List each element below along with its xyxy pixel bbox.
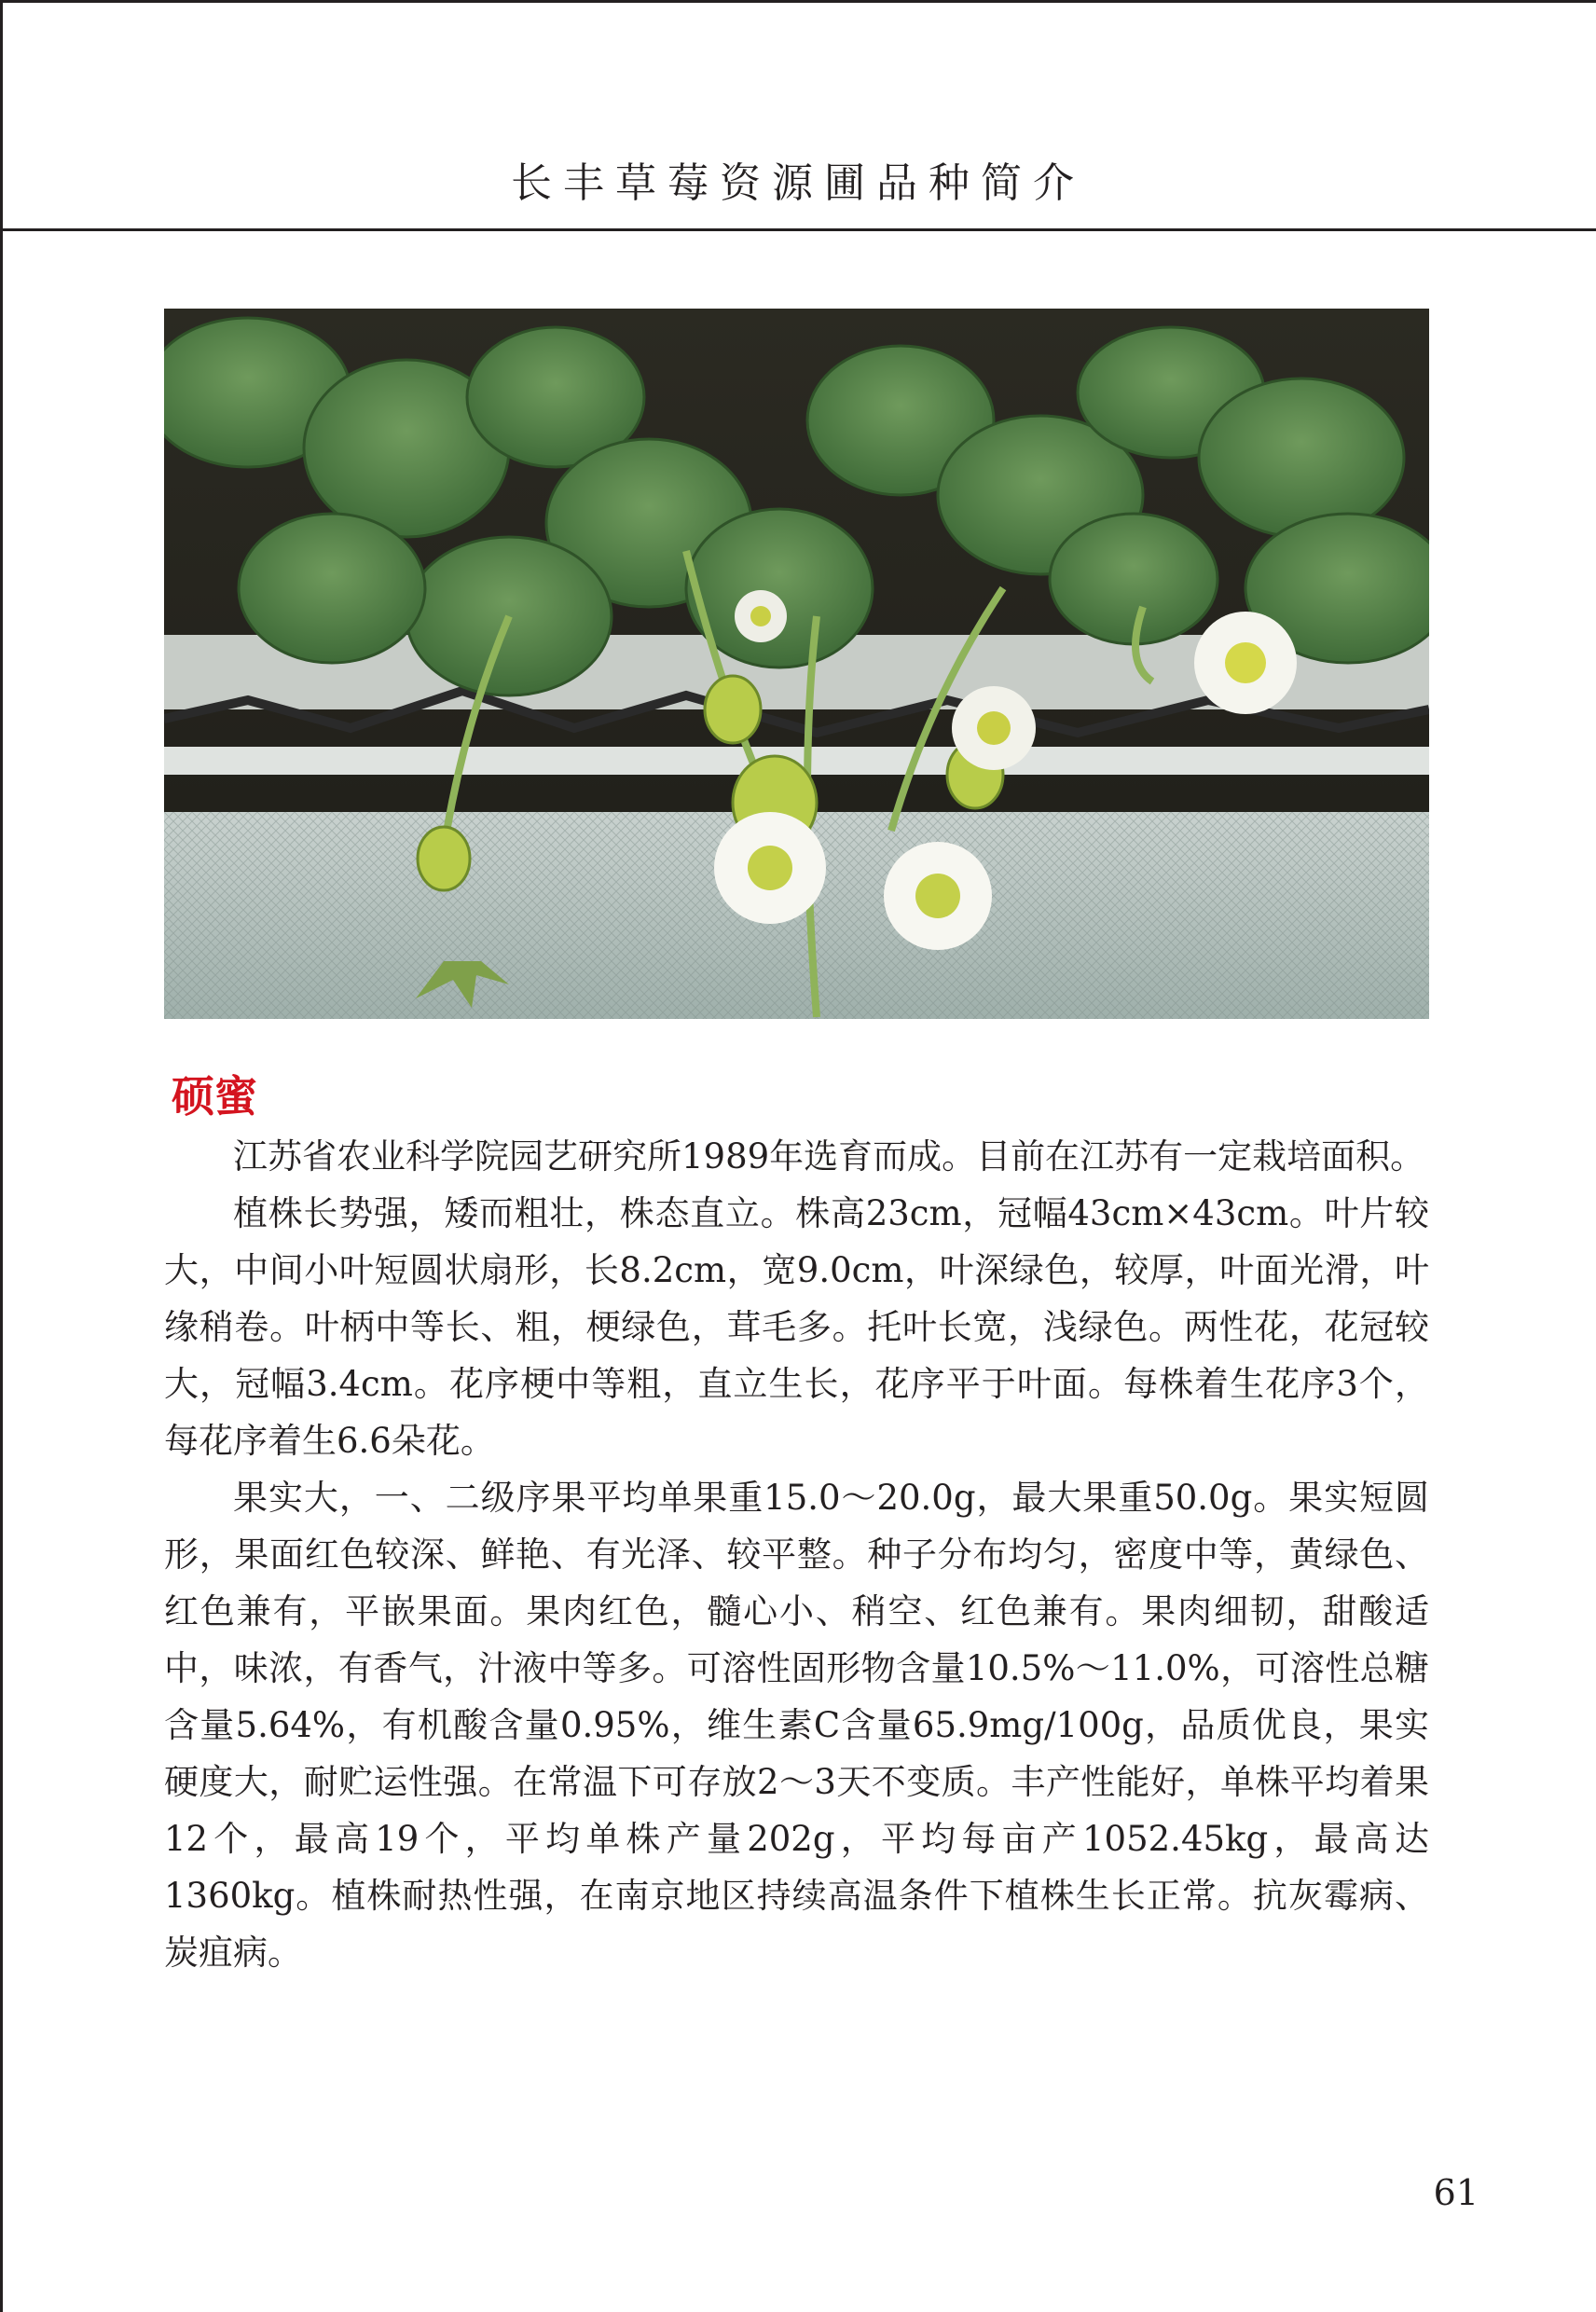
page-header [0, 0, 1596, 231]
article-body [164, 1128, 1429, 1981]
paragraph-origin: 江苏省农业科学院园艺研究所1989年选育而成。目前在江苏有一定栽培面积。 [233, 1136, 1425, 1177]
page-border-left [0, 0, 3, 2312]
header-title: 长丰草莓资源圃品种简介 [511, 159, 1085, 207]
photo-illustration [164, 309, 1429, 1019]
strawberry-plant-photo [164, 309, 1429, 1019]
paragraph-plant: 植株长势强，矮而粗壮，株态直立。株高23cm，冠幅43cm×43cm。叶片较大，中间小叶短圆状扇形，长8.2cm，宽9.0cm，叶深绿色，较厚，叶面光滑，叶缘稍卷。叶柄中等长、粗，梗绿色，茸毛多。托叶长宽，浅绿色。两性花，花冠较大，冠幅3.4cm。花序梗中等粗，直立生长，花序平于叶面。每株着生花序3个，每花序着生6.6朵花。 [164, 1193, 1429, 1461]
page-number: 61 [1433, 2172, 1479, 2213]
variety-heading: 硕蜜 [172, 1071, 257, 1122]
paragraph-fruit: 果实大，一、二级序果平均单果重15.0～20.0g，最大果重50.0g。果实短圆形，果面红色较深、鲜艳、有光泽、较平整。种子分布均匀，密度中等，黄绿色、红色兼有，平嵌果面。果肉红色，髓心小、稍空、红色兼有。果肉细韧，甜酸适中，味浓，有香气，汁液中等多。可溶性固形物含量10.5%～11.0%，可溶性总糖含量5.64%，有机酸含量0.95%，维生素C含量65.9mg/100g，品质优良，果实硬度大，耐贮运性强。在常温下可存放2～3天不变质。丰产性能好，单株平均着果12个，最高19个，平均单株产量202g，平均每亩产1052.45kg，最高达1360kg。植株耐热性强，在南京地区持续高温条件下植株生长正常。抗灰霉病、炭疽病。 [164, 1478, 1429, 1973]
